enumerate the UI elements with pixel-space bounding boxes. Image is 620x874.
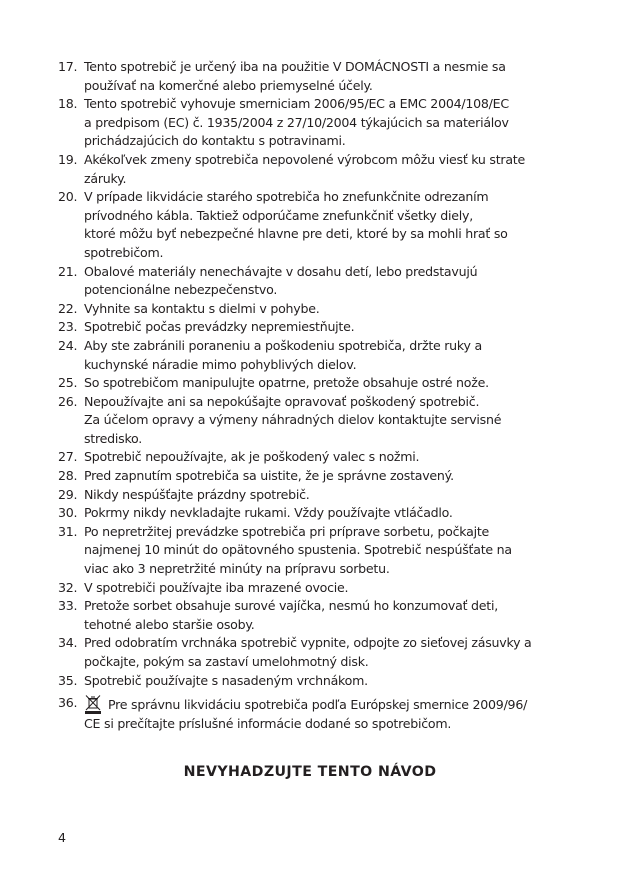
instruction-item: [58, 694, 578, 733]
item-text: [84, 374, 578, 393]
item-number: 28.: [58, 468, 78, 484]
item-number: 22.: [58, 300, 78, 316]
item-text: [84, 486, 578, 505]
item-line: Akékoľvek zmeny spotrebiča nepovolené výrobcom môžu viesť ku strate: [84, 151, 525, 167]
item-text: [84, 95, 578, 151]
item-line: potencionálne nebezpečenstvo.: [84, 282, 278, 298]
item-line: V spotrebiči používajte iba mrazené ovocie.: [84, 579, 349, 595]
item-text: [84, 188, 578, 262]
item-line: Obalové materiály nenechávajte v dosahu detí, lebo predstavujú: [84, 263, 478, 279]
item-number: 27.: [58, 449, 78, 465]
item-text: [84, 504, 578, 523]
item-line: Aby ste zabránili poraneniu a poškodeniu spotrebiča, držte ruky a: [84, 337, 482, 353]
instruction-item: [58, 263, 578, 300]
item-line: tehotné alebo staršie osoby.: [84, 616, 255, 632]
item-line: kuchynské náradie mimo pohyblivých dielov.: [84, 356, 357, 372]
item-line: Nepoužívajte ani sa nepokúšajte opravovať poškodený spotrebič.: [84, 393, 480, 409]
instruction-item: [58, 58, 578, 95]
instruction-item: [58, 374, 578, 393]
item-line: Za účelom opravy a výmeny náhradných dielov kontaktujte servisné: [84, 412, 502, 428]
item-text: [84, 597, 578, 634]
item-number: 36.: [58, 695, 78, 711]
item-number: 35.: [58, 672, 78, 688]
item-line: V prípade likvidácie starého spotrebiča ho znefunkčnite odrezaním: [84, 189, 489, 205]
item-text: [84, 151, 578, 188]
item-text: [84, 634, 578, 671]
keep-manual-notice: NEVYHADZUJTE TENTO NÁVOD: [183, 764, 437, 780]
safety-instructions-list: [58, 58, 578, 733]
instruction-item: [58, 523, 578, 579]
item-number: 23.: [58, 319, 78, 335]
instruction-item: [58, 151, 578, 188]
item-text: [84, 694, 578, 733]
item-line: ktoré môžu byť nebezpečné hlavne pre deti, ktoré by sa mohli hrať so: [84, 226, 508, 242]
item-line: CE si prečítajte príslušné informácie dodané so spotrebičom.: [84, 715, 452, 731]
item-line: prichádzajúcich do kontaktu s potravinami.: [84, 133, 346, 149]
item-line: Po nepretržitej prevádzke spotrebiča pri príprave sorbetu, počkajte: [84, 523, 490, 539]
item-line: spotrebičom.: [84, 244, 164, 260]
item-text: [84, 448, 578, 467]
item-line: Nikdy nespúšťajte prázdny spotrebič.: [84, 486, 310, 502]
instruction-item: [58, 337, 578, 374]
item-line: prívodného kábla. Taktiež odporúčame znefunkčniť všetky diely,: [84, 207, 473, 223]
instruction-item: [58, 504, 578, 523]
item-line: Spotrebič používajte s nasadeným vrchnákom.: [84, 672, 368, 688]
item-line: viac ako 3 nepretržité minúty na prípravu sorbetu.: [84, 561, 390, 577]
item-line: záruky.: [84, 170, 127, 186]
instruction-item: [58, 579, 578, 598]
item-line: počkajte, pokým sa zastaví umelohmotný disk.: [84, 654, 369, 669]
item-line: Pred odobratím vrchnáka spotrebič vypnite, odpojte zo sieťovej zásuvky a: [84, 635, 532, 651]
item-line: a predpisom (EC) č. 1935/2004 z 27/10/2004 týkajúcich sa materiálov: [84, 114, 509, 130]
item-line: stredisko.: [84, 430, 143, 446]
instruction-item: [58, 597, 578, 634]
item-line: Pred zapnutím spotrebiča sa uistite, že je správne zostavený.: [84, 468, 454, 484]
item-number: 26.: [58, 393, 78, 409]
item-line: Spotrebič nepoužívajte, ak je poškodený valec s nožmi.: [84, 449, 420, 465]
item-number: 25.: [58, 375, 78, 391]
item-line: Pretože sorbet obsahuje surové vajíčka, nesmú ho konzumovať deti,: [84, 598, 498, 614]
item-text: [84, 523, 578, 579]
item-number: 21.: [58, 263, 78, 279]
instruction-item: [58, 318, 578, 337]
instruction-item: [58, 634, 578, 671]
item-number: 33.: [58, 598, 78, 614]
item-text: [84, 300, 578, 319]
item-text: [84, 467, 578, 486]
item-number: 17.: [58, 59, 78, 74]
item-number: 31.: [58, 523, 78, 539]
item-line: používať na komerčné alebo priemyselné účely.: [84, 77, 373, 93]
item-line: So spotrebičom manipulujte opatrne, pretože obsahuje ostré nože.: [84, 375, 489, 391]
item-number: 34.: [58, 635, 78, 651]
instruction-item: [58, 95, 578, 151]
item-line: Tento spotrebič vyhovuje smerniciam 2006/95/EC a EMC 2004/108/EC: [84, 96, 509, 112]
item-text: [84, 337, 578, 374]
item-number: 32.: [58, 579, 78, 595]
instruction-item: [58, 300, 578, 319]
instruction-item: [58, 467, 578, 486]
instruction-item: [58, 448, 578, 467]
item-line: Tento spotrebič je určený iba na použitie V DOMÁCNOSTI a nesmie sa: [84, 59, 506, 74]
item-line: Vyhnite sa kontaktu s dielmi v pohybe.: [84, 300, 320, 316]
item-text: [84, 672, 578, 691]
item-number: 29.: [58, 486, 78, 502]
item-number: 24.: [58, 337, 78, 353]
instruction-item: [58, 393, 578, 449]
item-number: 20.: [58, 189, 78, 205]
item-text: [84, 318, 578, 337]
item-text: [84, 263, 578, 300]
item-text: [84, 393, 578, 449]
item-line: najmenej 10 minút do opätovného spustenia. Spotrebič nespúšťate na: [84, 542, 512, 558]
crossed-out-bin-icon: [84, 694, 102, 714]
item-text: [84, 579, 578, 598]
item-line: Pre správnu likvidáciu spotrebiča podľa Európskej smernice 2009/96/: [108, 697, 528, 713]
item-number: 30.: [58, 505, 78, 521]
instruction-item: [58, 188, 578, 262]
item-number: 18.: [58, 96, 78, 112]
item-number: 19.: [58, 151, 78, 167]
item-line: Spotrebič počas prevádzky nepremiestňujte.: [84, 319, 355, 335]
instruction-item: [58, 486, 578, 505]
item-text: [84, 58, 578, 95]
instruction-item: [58, 672, 578, 691]
page-number: 4: [58, 830, 67, 845]
item-line: Pokrmy nikdy nevkladajte rukami. Vždy používajte vtláčadlo.: [84, 505, 453, 521]
